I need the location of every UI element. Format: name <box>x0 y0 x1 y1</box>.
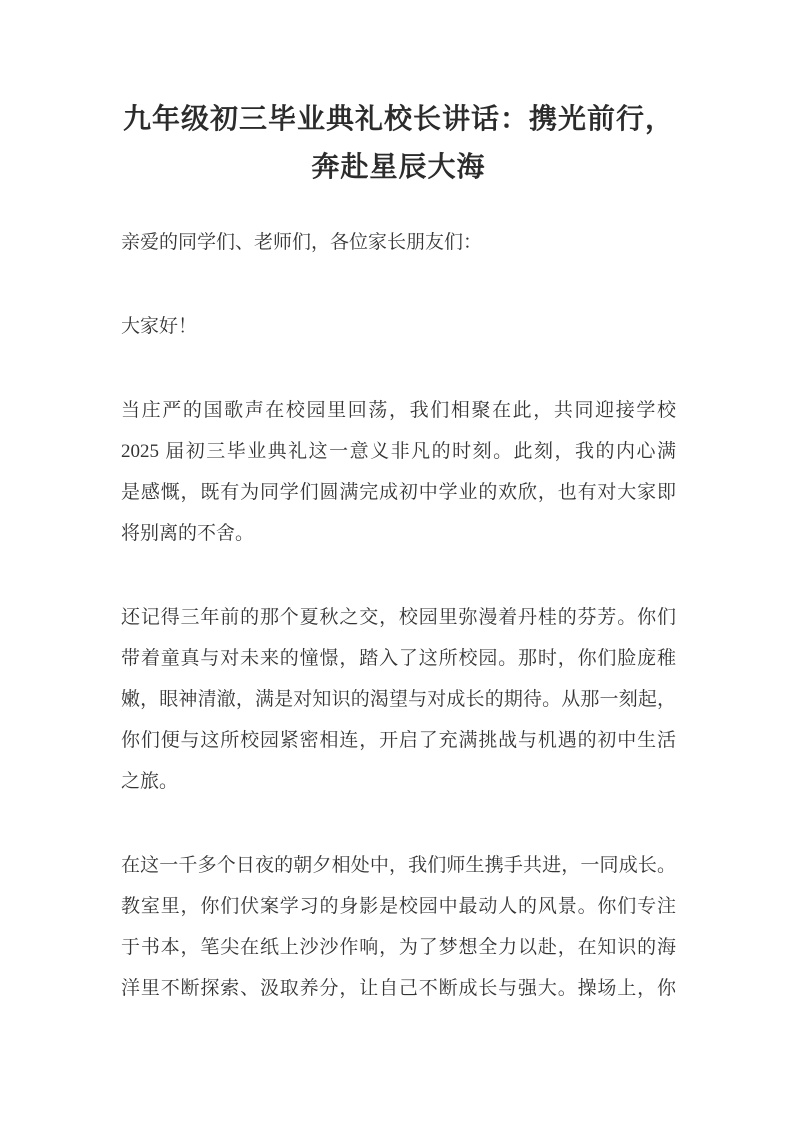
document-title <box>121 96 676 192</box>
document-title-line-2: 奔赴星辰大海 <box>311 152 486 183</box>
paragraph-line: 当庄严的国歌声在校园里回荡，我们相聚在此，共同迎接学校 <box>121 400 676 421</box>
document-body <box>121 222 676 1009</box>
paragraph-line: 带着童真与对未来的憧憬，踏入了这所校园。那时，你们脸庞稚 <box>121 648 676 669</box>
paragraph-line: 是感慨，既有为同学们圆满完成初中学业的欢欣，也有对大家即 <box>121 482 676 503</box>
paragraph-line: 你们便与这所校园紧密相连，开启了充满挑战与机遇的初中生活 <box>121 730 676 751</box>
paragraph-line: 在这一千多个日夜的朝夕相处中，我们师生携手共进，一同成长。 <box>121 855 676 876</box>
paragraph-line: 之旅。 <box>121 771 179 792</box>
paragraph-line: 洋里不断探索、汲取养分，让自己不断成长与强大。操场上，你 <box>121 978 676 999</box>
paragraph <box>121 306 676 347</box>
paragraph <box>121 222 676 263</box>
paragraph <box>121 845 676 1009</box>
paragraph-line: 嫩，眼神清澈，满是对知识的渴望与对成长的期待。从那一刻起， <box>121 689 676 710</box>
paragraph <box>121 597 676 802</box>
paragraph <box>121 390 676 554</box>
paragraph-line: 2025 届初三毕业典礼这一意义非凡的时刻。此刻，我的内心满 <box>121 441 676 462</box>
document-title-line-1: 九年级初三毕业典礼校长讲话：携光前行， <box>122 104 674 135</box>
paragraph-line: 大家好！ <box>121 316 198 337</box>
paragraph-line: 亲爱的同学们、老师们，各位家长朋友们： <box>121 232 483 253</box>
paragraph-line: 将别离的不舍。 <box>121 523 255 544</box>
paragraph-line: 于书本，笔尖在纸上沙沙作响，为了梦想全力以赴，在知识的海 <box>121 937 676 958</box>
paragraph-line: 教室里，你们伏案学习的身影是校园中最动人的风景。你们专注 <box>121 896 676 917</box>
paragraph-line: 还记得三年前的那个夏秋之交，校园里弥漫着丹桂的芬芳。你们 <box>121 607 676 628</box>
